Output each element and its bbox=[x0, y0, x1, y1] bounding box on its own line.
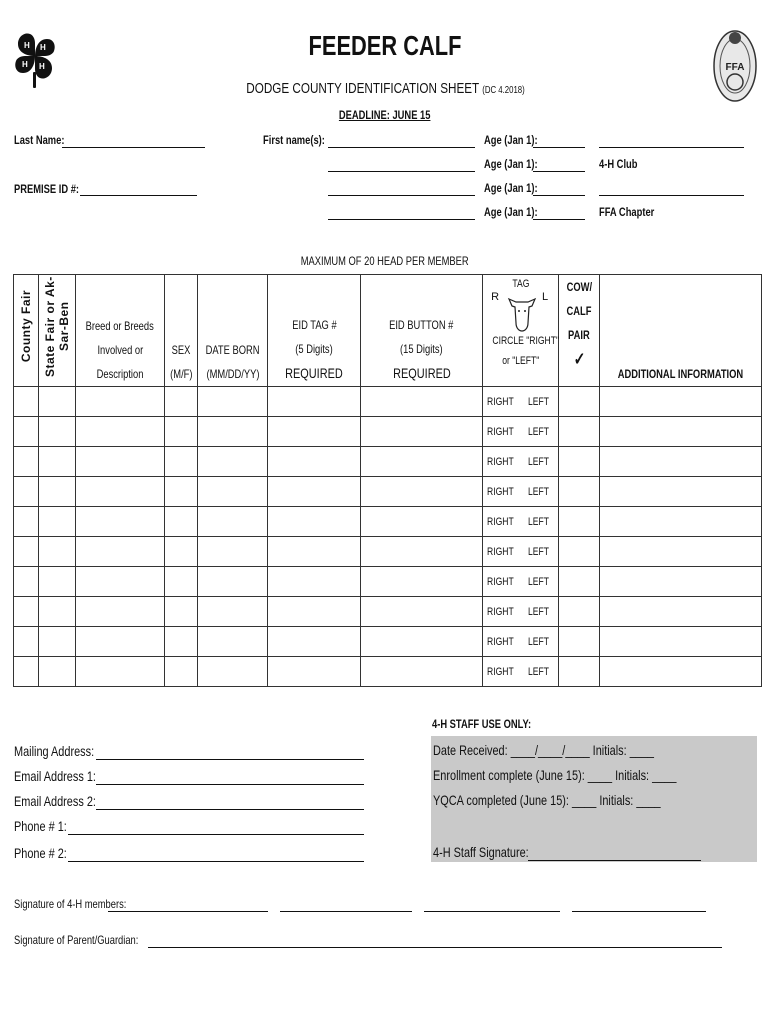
table-cell[interactable] bbox=[76, 477, 165, 507]
age-field-4[interactable] bbox=[533, 219, 585, 220]
table-cell[interactable] bbox=[198, 567, 268, 597]
table-cell[interactable] bbox=[165, 387, 198, 417]
table-cell[interactable] bbox=[39, 507, 76, 537]
table-cell[interactable] bbox=[483, 627, 559, 657]
table-cell[interactable] bbox=[559, 477, 600, 507]
right-option[interactable]: RIGHT bbox=[486, 485, 514, 498]
table-cell[interactable] bbox=[39, 537, 76, 567]
table-cell[interactable] bbox=[559, 507, 600, 537]
staff-title: 4-H STAFF USE ONLY: bbox=[432, 717, 532, 731]
table-cell[interactable] bbox=[600, 657, 762, 687]
left-option[interactable]: LEFT bbox=[527, 515, 549, 528]
table-row bbox=[14, 417, 762, 447]
table-cell[interactable] bbox=[559, 387, 600, 417]
table-cell[interactable] bbox=[559, 447, 600, 477]
table-cell[interactable] bbox=[14, 447, 39, 477]
table-row bbox=[14, 567, 762, 597]
mailing-address-field[interactable] bbox=[96, 759, 364, 760]
cow-head-icon bbox=[507, 293, 537, 333]
parent-signature-label: Signature of Parent/Guardian: bbox=[14, 933, 139, 947]
table-cell[interactable] bbox=[198, 507, 268, 537]
table-cell[interactable] bbox=[165, 567, 198, 597]
email-1-field[interactable] bbox=[96, 784, 364, 785]
age-field-1[interactable] bbox=[533, 147, 585, 148]
table-cell[interactable] bbox=[198, 627, 268, 657]
table-cell[interactable] bbox=[600, 387, 762, 417]
table-cell[interactable] bbox=[600, 447, 762, 477]
table-cell[interactable] bbox=[14, 477, 39, 507]
left-option[interactable]: LEFT bbox=[527, 485, 549, 498]
table-cell[interactable] bbox=[39, 597, 76, 627]
table-cell[interactable] bbox=[268, 417, 361, 447]
table-cell[interactable] bbox=[76, 537, 165, 567]
right-option[interactable]: RIGHT bbox=[486, 605, 514, 618]
table-cell[interactable] bbox=[76, 447, 165, 477]
table-cell[interactable] bbox=[198, 477, 268, 507]
subtitle-text: DODGE COUNTY IDENTIFICATION SHEET bbox=[245, 80, 479, 97]
table-cell[interactable] bbox=[165, 477, 198, 507]
table-cell[interactable] bbox=[14, 387, 39, 417]
left-option[interactable]: LEFT bbox=[527, 425, 549, 438]
table-cell[interactable] bbox=[559, 627, 600, 657]
state-fair-header: State Fair or Ak-Sar-Ben bbox=[39, 275, 76, 387]
animal-table bbox=[13, 274, 762, 687]
date-born-header: DATE BORN (MM/DD/YY) bbox=[198, 275, 268, 387]
staff-signature-label: 4-H Staff Signature: bbox=[433, 844, 529, 860]
additional-info-header: ADDITIONAL INFORMATION bbox=[600, 275, 762, 387]
tag-or-left-label: or "LEFT" bbox=[502, 355, 540, 367]
table-cell[interactable] bbox=[165, 447, 198, 477]
table-cell[interactable] bbox=[268, 507, 361, 537]
table-cell[interactable] bbox=[483, 417, 559, 447]
deadline: DEADLINE: JUNE 15 bbox=[339, 108, 431, 122]
table-cell[interactable] bbox=[600, 507, 762, 537]
table-cell[interactable] bbox=[483, 387, 559, 417]
club-label: 4-H Club bbox=[599, 157, 638, 171]
left-option[interactable]: LEFT bbox=[527, 545, 549, 558]
age-field-3[interactable] bbox=[533, 195, 585, 196]
table-cell[interactable] bbox=[165, 537, 198, 567]
phone-2-field[interactable] bbox=[68, 861, 364, 862]
svg-text:FFA: FFA bbox=[725, 62, 745, 73]
table-cell[interactable] bbox=[268, 537, 361, 567]
table-row bbox=[14, 477, 762, 507]
table-cell[interactable] bbox=[600, 597, 762, 627]
table-cell[interactable] bbox=[76, 657, 165, 687]
table-row bbox=[14, 537, 762, 567]
table-cell[interactable] bbox=[198, 387, 268, 417]
table-cell[interactable] bbox=[198, 657, 268, 687]
table-cell[interactable] bbox=[559, 417, 600, 447]
table-cell[interactable] bbox=[483, 657, 559, 687]
table-cell[interactable] bbox=[165, 507, 198, 537]
age-label-3: Age (Jan 1): bbox=[484, 181, 538, 195]
table-cell[interactable] bbox=[14, 657, 39, 687]
eid-tag-header: EID TAG # (5 Digits) REQUIRED bbox=[268, 275, 361, 387]
phone-1-label: Phone # 1: bbox=[14, 818, 67, 834]
age-label-1: Age (Jan 1): bbox=[484, 133, 538, 147]
member-signature-field-1[interactable] bbox=[108, 911, 268, 912]
table-cell[interactable] bbox=[268, 387, 361, 417]
phone-2-label: Phone # 2: bbox=[14, 845, 67, 861]
phone-1-field[interactable] bbox=[68, 834, 364, 835]
table-cell[interactable] bbox=[268, 477, 361, 507]
svg-text:H: H bbox=[40, 43, 46, 52]
tag-header-label: TAG bbox=[512, 278, 530, 290]
date-received: Date Received: ____/____/____ Initials: ____ bbox=[433, 742, 654, 758]
table-cell[interactable] bbox=[483, 537, 559, 567]
table-row bbox=[14, 657, 762, 687]
table-cell[interactable] bbox=[361, 477, 483, 507]
table-cell[interactable] bbox=[483, 447, 559, 477]
staff-signature-field[interactable] bbox=[528, 860, 701, 861]
table-cell[interactable] bbox=[39, 417, 76, 447]
table-cell[interactable] bbox=[268, 657, 361, 687]
table-cell[interactable] bbox=[165, 657, 198, 687]
table-cell[interactable] bbox=[361, 567, 483, 597]
right-option[interactable]: RIGHT bbox=[486, 635, 514, 648]
table-cell[interactable] bbox=[361, 387, 483, 417]
table-row bbox=[14, 387, 762, 417]
staff-use-box bbox=[431, 736, 757, 862]
table-cell[interactable] bbox=[76, 627, 165, 657]
table-cell[interactable] bbox=[559, 597, 600, 627]
member-signature-field-3[interactable] bbox=[424, 911, 560, 912]
cow-calf-header: COW/ CALF PAIR ✓ bbox=[559, 275, 600, 387]
table-cell[interactable] bbox=[268, 627, 361, 657]
table-cell[interactable] bbox=[600, 537, 762, 567]
premise-id-label: PREMISE ID #: bbox=[14, 182, 80, 196]
table-cell[interactable] bbox=[361, 507, 483, 537]
table-cell[interactable] bbox=[483, 507, 559, 537]
right-option[interactable]: RIGHT bbox=[486, 425, 514, 438]
table-cell[interactable] bbox=[198, 537, 268, 567]
table-cell[interactable] bbox=[483, 477, 559, 507]
table-cell[interactable] bbox=[361, 537, 483, 567]
form-code: (DC 4.2018) bbox=[481, 85, 525, 96]
sex-header: SEX (M/F) bbox=[165, 275, 198, 387]
ffa-chapter-field[interactable] bbox=[599, 195, 744, 196]
member-signature-field-2[interactable] bbox=[280, 911, 412, 912]
first-name-field-2[interactable] bbox=[328, 171, 475, 172]
table-cell[interactable] bbox=[559, 657, 600, 687]
ffa-chapter-label: FFA Chapter bbox=[599, 205, 655, 219]
table-cell[interactable] bbox=[39, 387, 76, 417]
eid-button-header: EID BUTTON # (15 Digits) REQUIRED bbox=[361, 275, 483, 387]
right-option[interactable]: RIGHT bbox=[486, 575, 514, 588]
tag-circle-label: CIRCLE "RIGHT" bbox=[492, 335, 560, 347]
table-cell[interactable] bbox=[14, 507, 39, 537]
table-cell[interactable] bbox=[198, 447, 268, 477]
table-cell[interactable] bbox=[483, 597, 559, 627]
right-option[interactable]: RIGHT bbox=[486, 455, 514, 468]
table-cell[interactable] bbox=[165, 597, 198, 627]
email-2-field[interactable] bbox=[96, 809, 364, 810]
left-option[interactable]: LEFT bbox=[527, 575, 549, 588]
check-icon: ✓ bbox=[573, 349, 586, 369]
premise-id-field[interactable] bbox=[80, 195, 197, 196]
mailing-address-label: Mailing Address: bbox=[14, 743, 95, 759]
table-cell[interactable] bbox=[165, 417, 198, 447]
first-name-label: First name(s): bbox=[263, 133, 325, 147]
table-row bbox=[14, 627, 762, 657]
club-field[interactable] bbox=[599, 147, 744, 148]
table-cell[interactable] bbox=[165, 627, 198, 657]
age-label-2: Age (Jan 1): bbox=[484, 157, 538, 171]
right-option[interactable]: RIGHT bbox=[486, 665, 514, 678]
table-cell[interactable] bbox=[14, 567, 39, 597]
tag-l-label: L bbox=[542, 291, 549, 303]
parent-signature-field[interactable] bbox=[148, 947, 722, 948]
table-cell[interactable] bbox=[483, 567, 559, 597]
right-option[interactable]: RIGHT bbox=[486, 395, 514, 408]
table-cell[interactable] bbox=[268, 567, 361, 597]
table-header-row bbox=[14, 275, 762, 387]
table-row bbox=[14, 447, 762, 477]
left-option[interactable]: LEFT bbox=[527, 455, 549, 468]
left-option[interactable]: LEFT bbox=[527, 665, 549, 678]
table-row bbox=[14, 507, 762, 537]
first-name-field-3[interactable] bbox=[328, 195, 475, 196]
table-cell[interactable] bbox=[268, 447, 361, 477]
table-cell[interactable] bbox=[361, 597, 483, 627]
table-cell[interactable] bbox=[14, 537, 39, 567]
table-cell[interactable] bbox=[76, 417, 165, 447]
member-signature-label: Signature of 4-H members: bbox=[14, 897, 127, 911]
email-1-label: Email Address 1: bbox=[14, 768, 96, 784]
table-cell[interactable] bbox=[39, 567, 76, 597]
last-name-field[interactable] bbox=[62, 147, 205, 148]
table-cell[interactable] bbox=[39, 447, 76, 477]
table-cell[interactable] bbox=[600, 477, 762, 507]
table-cell[interactable] bbox=[559, 537, 600, 567]
svg-text:H: H bbox=[24, 41, 30, 50]
table-cell[interactable] bbox=[198, 417, 268, 447]
table-cell[interactable] bbox=[361, 627, 483, 657]
table-cell[interactable] bbox=[76, 597, 165, 627]
age-field-2[interactable] bbox=[533, 171, 585, 172]
table-cell[interactable] bbox=[600, 417, 762, 447]
svg-text:H: H bbox=[39, 62, 45, 71]
county-fair-header: County Fair bbox=[14, 275, 39, 387]
table-cell[interactable] bbox=[361, 447, 483, 477]
table-cell[interactable] bbox=[39, 657, 76, 687]
table-cell[interactable] bbox=[76, 507, 165, 537]
table-cell[interactable] bbox=[361, 657, 483, 687]
yqca-completed: YQCA completed (June 15): ____ Initials: ____ bbox=[433, 792, 661, 808]
first-name-field-4[interactable] bbox=[328, 219, 475, 220]
svg-text:H: H bbox=[22, 60, 28, 69]
first-name-field-1[interactable] bbox=[328, 147, 475, 148]
breed-header: Breed or Breeds Involved or Description bbox=[76, 275, 165, 387]
table-caption: MAXIMUM OF 20 HEAD PER MEMBER bbox=[301, 254, 469, 268]
table-cell[interactable] bbox=[39, 477, 76, 507]
right-option[interactable]: RIGHT bbox=[486, 515, 514, 528]
enrollment-complete: Enrollment complete (June 15): ____ Initials: ____ bbox=[433, 767, 677, 783]
age-label-4: Age (Jan 1): bbox=[484, 205, 538, 219]
table-cell[interactable] bbox=[600, 567, 762, 597]
page-subtitle bbox=[0, 80, 770, 97]
email-2-label: Email Address 2: bbox=[14, 793, 96, 809]
table-cell[interactable] bbox=[559, 567, 600, 597]
page-title: FEEDER CALF bbox=[308, 30, 462, 61]
table-cell[interactable] bbox=[14, 597, 39, 627]
table-cell[interactable] bbox=[361, 417, 483, 447]
table-cell[interactable] bbox=[14, 417, 39, 447]
member-signature-field-4[interactable] bbox=[572, 911, 706, 912]
tag-header bbox=[483, 275, 559, 387]
table-cell[interactable] bbox=[76, 387, 165, 417]
table-cell[interactable] bbox=[198, 597, 268, 627]
table-row bbox=[14, 597, 762, 627]
left-option[interactable]: LEFT bbox=[527, 635, 549, 648]
last-name-label: Last Name: bbox=[14, 133, 65, 147]
table-cell[interactable] bbox=[600, 627, 762, 657]
table-cell[interactable] bbox=[14, 627, 39, 657]
left-option[interactable]: LEFT bbox=[527, 605, 549, 618]
table-cell[interactable] bbox=[268, 597, 361, 627]
right-option[interactable]: RIGHT bbox=[486, 545, 514, 558]
table-cell[interactable] bbox=[76, 567, 165, 597]
table-cell[interactable] bbox=[39, 627, 76, 657]
left-option[interactable]: LEFT bbox=[527, 395, 549, 408]
tag-r-label: R bbox=[491, 291, 500, 303]
